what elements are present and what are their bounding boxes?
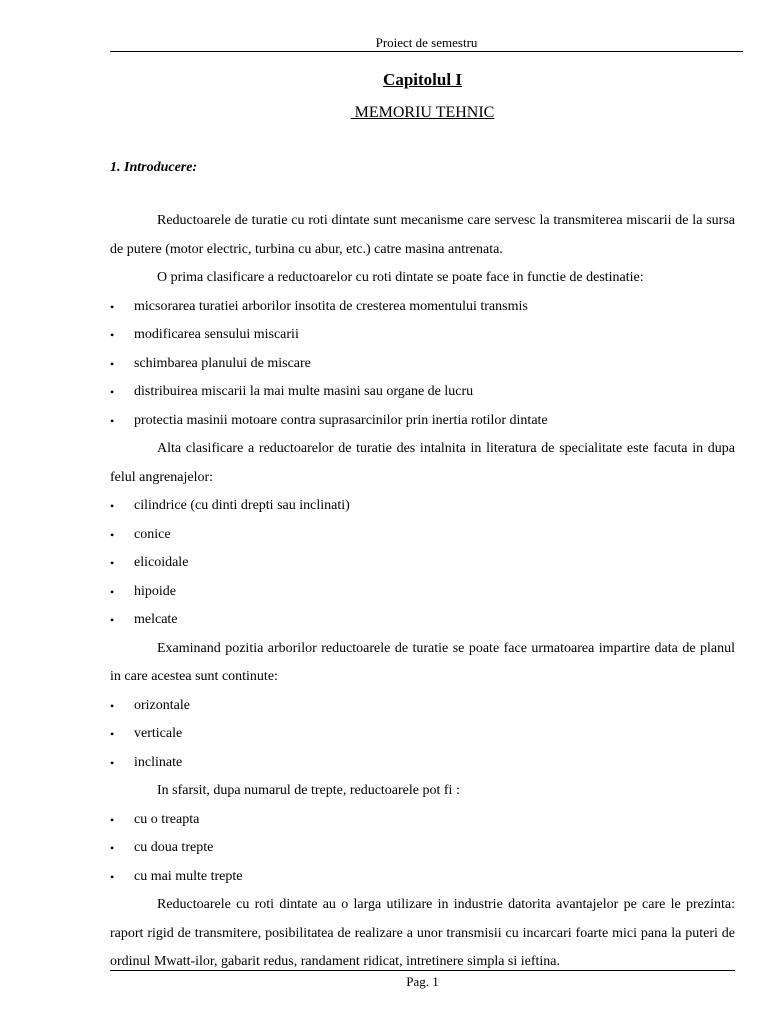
list-item-text: conice: [134, 526, 171, 542]
list-item: [110, 378, 735, 407]
list-item: [110, 863, 735, 892]
bullet-icon: •: [110, 869, 115, 884]
header-divider: [110, 51, 743, 52]
list-item: [110, 578, 735, 607]
bullet-icon: •: [110, 613, 115, 627]
list-item: [110, 549, 735, 578]
list-item: [110, 606, 735, 635]
list-item-text: schimbarea planului de miscare: [134, 355, 311, 371]
list-item-text: cilindrice (cu dinti drepti sau inclinati): [134, 498, 350, 513]
bullet-icon: •: [110, 385, 115, 399]
list-item-text: inclinate: [134, 754, 183, 770]
list-item: [110, 720, 735, 749]
bullet-icon: •: [110, 499, 115, 513]
list-item-text: melcate: [134, 612, 178, 627]
list-item: [110, 521, 735, 550]
paragraph: Reductoarele cu roti dintate au o larga utilizare in industrie datorita avantajelor pe care le prezinta: raport rigid de transmitere, posibilitatea de realizare a unor transmisii cu incarcari foarte mici pana la puteri de ordinul Mwatt-ilor, gabarit redus, randament ridicat, intretinere simpla si ieftina.: [110, 897, 735, 969]
bullet-list: [110, 806, 735, 892]
list-item-text: elicoidale: [134, 555, 189, 570]
bullet-icon: •: [110, 413, 115, 428]
list-item: [110, 293, 735, 322]
list-item-text: cu o treapta: [134, 811, 200, 827]
bullet-icon: •: [110, 527, 115, 542]
list-item: [110, 350, 735, 379]
list-item: [110, 692, 735, 721]
list-item: [110, 321, 735, 350]
bullet-icon: •: [110, 698, 115, 713]
page-header: Proiect de semestru: [375, 35, 478, 50]
chapter-title: Capitolul I: [383, 70, 462, 89]
paragraph: Examinand pozitia arborilor reductoarele de turatie se poate face urmatoarea impartire data de planul in care acestea sunt continute:: [110, 640, 735, 684]
paragraph: In sfarsit, dupa numarul de trepte, reductoarele pot fi :: [157, 783, 460, 798]
bullet-list: [110, 293, 735, 436]
bullet-icon: •: [110, 356, 115, 371]
list-item-text: orizontale: [134, 697, 190, 713]
paragraph: Alta clasificare a reductoarelor de turatie des intalnita in literatura de specialitate este facuta in dupa felul angrenajelor:: [110, 441, 735, 485]
footer-divider: [110, 970, 735, 971]
list-item-text: cu mai multe trepte: [134, 868, 243, 884]
document-body: [110, 207, 735, 977]
paragraph: Reductoarele de turatie cu roti dintate sunt mecanisme care servesc la transmiterea miscarii de la sursa de putere (motor electric, turbina cu abur, etc.) catre masina antrenata.: [110, 213, 735, 257]
list-item-text: micsorarea turatiei arborilor insotita de cresterea momentului transmis: [134, 298, 528, 314]
bullet-list: [110, 492, 735, 635]
paragraph: O prima clasificare a reductoarelor cu roti dintate se poate face in functie de destinatie:: [157, 270, 644, 285]
bullet-icon: •: [110, 755, 115, 770]
list-item: [110, 749, 735, 778]
list-item: [110, 834, 735, 863]
list-item-text: protectia masinii motoare contra suprasarcinilor prin inertia rotilor dintate: [134, 412, 548, 428]
list-item: [110, 407, 735, 436]
list-item: [110, 806, 735, 835]
list-item: [110, 492, 735, 521]
bullet-icon: •: [110, 727, 115, 741]
bullet-icon: •: [110, 841, 115, 855]
bullet-icon: •: [110, 299, 115, 314]
list-item-text: distribuirea miscarii la mai multe masini sau organe de lucru: [134, 384, 474, 399]
bullet-list: [110, 692, 735, 778]
bullet-icon: •: [110, 328, 115, 342]
list-item-text: cu doua trepte: [134, 840, 214, 855]
bullet-icon: •: [110, 584, 115, 599]
bullet-icon: •: [110, 812, 115, 827]
list-item-text: hipoide: [134, 583, 176, 599]
section-heading: 1. Introducere:: [110, 160, 198, 175]
list-item-text: modificarea sensului miscarii: [134, 327, 299, 342]
chapter-subtitle: MEMORIU TEHNIC: [350, 104, 495, 121]
list-item-text: verticale: [134, 726, 183, 741]
page-number: Pag. 1: [406, 974, 439, 989]
bullet-icon: •: [110, 556, 115, 570]
